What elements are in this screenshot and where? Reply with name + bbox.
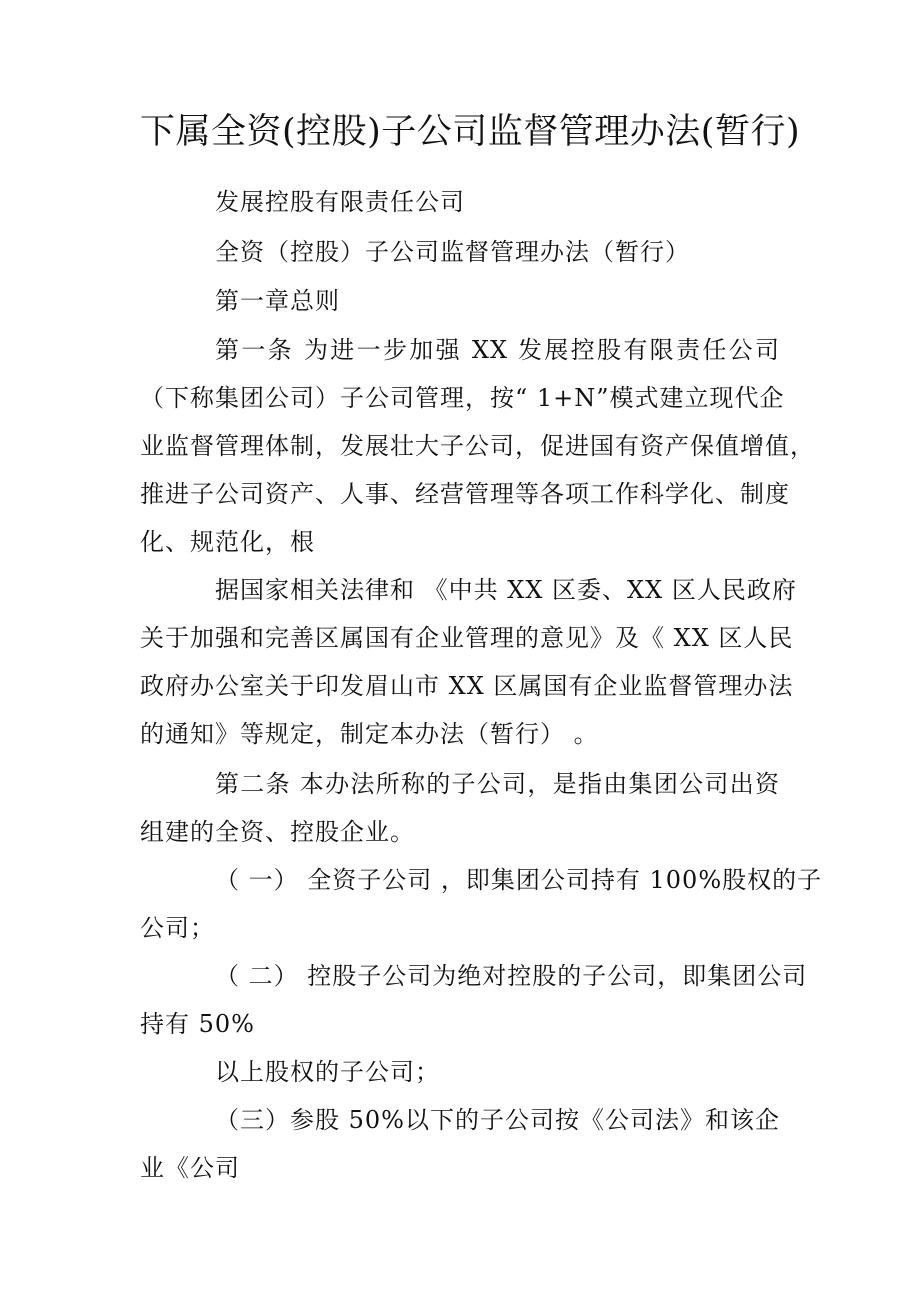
company-name: 发展控股有限责任公司 [215,188,465,216]
article1-line: 第一条 为进一步加强 XX 发展控股有限责任公司 [215,336,780,364]
item3-line: （三）参股 50%以下的子公司按《公司法》和该企 [215,1106,780,1134]
article2-line: 组建的全资、控股企业。 [140,818,415,846]
document-subtitle: 全资（控股）子公司监督管理办法（暂行） [215,238,690,266]
article1-line: 推进子公司资产、人事、经营管理等各项工作科学化、制度 [140,480,790,508]
item2-line: （ 二） 控股子公司为绝对控股的子公司，即集团公司 [215,962,808,990]
document-title: 下属全资(控股)子公司监督管理办法(暂行) [140,112,801,152]
article1-cont-line: 关于加强和完善区属国有企业管理的意见》及《 XX 区人民 [140,624,794,652]
article1-line: （下称集团公司）子公司管理，按“ 1+N”模式建立现代企 [140,384,785,412]
item1-line: （ 一） 全资子公司 ，即集团公司持有 100%股权的子 [215,866,823,894]
item3-line: 业《公司 [140,1154,240,1182]
article1-cont-line: 政府办公室关于印发眉山市 XX 区属国有企业监督管理办法 [140,672,794,700]
item2-line: 以上股权的子公司； [215,1058,440,1086]
article1-cont-line: 的通知》等规定，制定本办法（暂行） 。 [140,720,599,748]
article1-line: 化、规范化，根 [140,528,315,556]
item1-line: 公司； [140,914,215,942]
article1-line: 业监督管理体制，发展壮大子公司，促进国有资产保值增值， [140,432,815,460]
article2-line: 第二条 本办法所称的子公司，是指由集团公司出资 [215,770,780,798]
item2-line: 持有 50% [140,1010,255,1038]
chapter-heading: 第一章总则 [215,287,340,315]
article1-cont-line: 据国家相关法律和 《中共 XX 区委、XX 区人民政府 [215,576,797,604]
